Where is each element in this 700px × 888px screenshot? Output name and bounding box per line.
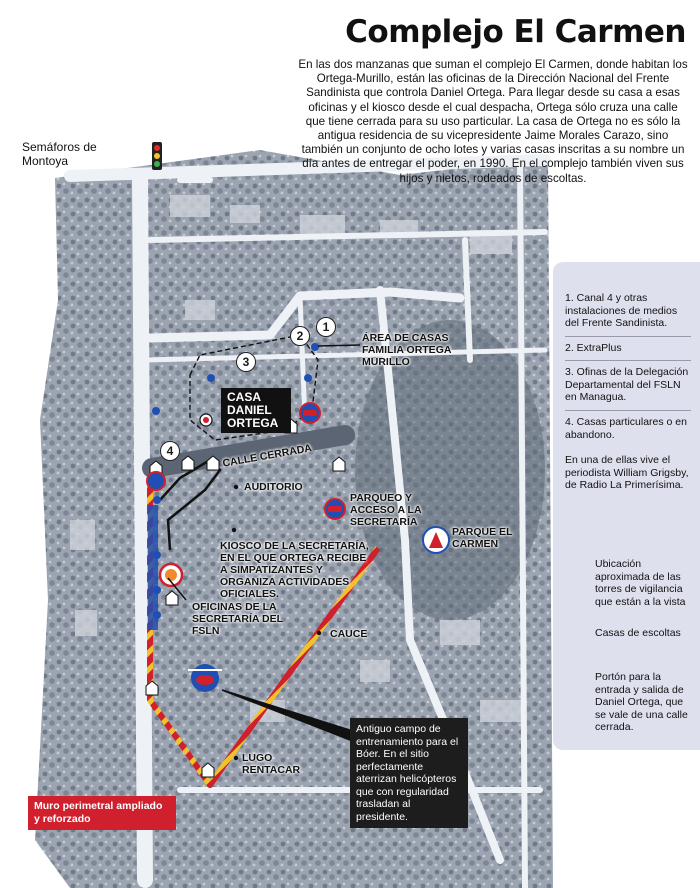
oficinas-label: OFICINAS DE LA SECRETARÍA DEL FSLN xyxy=(192,601,283,637)
intro-text: En las dos manzanas que suman el complejo El Carmen, donde habitan los Ortega-Murillo, están las oficinas de la Dirección Nacional del Frente Sandinista que controla Daniel Ortega. Para llegar desde su casa a esas oficinas y el kiosco desde el cual despacha, Ortega sólo cruza una calle que tiene cerrada para su uso particular. La casa de Ortega no es sólo la antigua residencia de su vicepresidente Jaime Morales Carazo, sino también un conjunto de ocho lotes y varias casas inscritas a su nombre un día antes de entregar el poder, en 1990. En el complejo también viven sus hijos y nietos, rodeados de escoltas. xyxy=(298,58,688,185)
semaforos-label: Semáforos de Montoya xyxy=(22,140,97,168)
area-casas-label: ÁREA DE CASAS FAMILIA ORTEGA MURILLO xyxy=(362,332,452,368)
lugo-label: LUGO RENTACAR xyxy=(242,752,301,776)
marker-4: 4 xyxy=(160,441,180,461)
park-emblem-icon xyxy=(423,527,449,553)
legend-divider xyxy=(565,410,691,411)
calle-cerrada-label: CALLE CERRADA xyxy=(221,442,313,470)
page-title: Complejo El Carmen xyxy=(345,14,686,50)
auditorio-label: AUDITORIO xyxy=(244,481,303,493)
legend-item-4: 4. Casas particulares o en abandono. xyxy=(565,416,687,441)
parqueo-label: PARQUEO Y ACCESO A LA SECRETARÍA xyxy=(350,492,422,528)
legend-escoltas-text: Casas de escoltas xyxy=(595,627,681,639)
legend-porton-text: Portón para la entrada y salida de Daniel Ortega, que se vale de una calle cerrada. xyxy=(595,671,688,733)
legend-divider xyxy=(565,360,691,361)
legend-divider xyxy=(565,336,691,337)
legend-item-2: 2. ExtraPlus xyxy=(565,342,622,354)
marker-3: 3 xyxy=(236,352,256,372)
marker-1: 1 xyxy=(316,317,336,337)
legend-item-3: 3. Ofinas de la Delegación Departamental del FSLN en Managua. xyxy=(565,366,689,403)
muro-callout: Muro perimetral ampliado y reforzado xyxy=(28,796,176,830)
marker-2: 2 xyxy=(290,326,310,346)
cauce-label: CAUCE xyxy=(330,628,368,640)
parque-carmen-label: PARQUE EL CARMEN xyxy=(452,526,513,550)
casa-daniel-label: CASA DANIEL ORTEGA xyxy=(221,388,291,433)
kiosco-label: KIOSCO DE LA SECRETARÍA, EN EL QUE ORTEGA RECIBE A SIMPATIZANTES Y ORGANIZA ACTIVIDADES OFICIALES. xyxy=(220,540,369,600)
legend-tower-text: Ubicación aproximada de las torres de vigilancia que están a la vista xyxy=(595,558,686,608)
legend-item-1: 1. Canal 4 y otras instalaciones de medios del Frente Sandinista. xyxy=(565,292,678,329)
traffic-light-icon xyxy=(152,142,162,170)
campo-callout: Antiguo campo de entrenamiento para el Bóer. En el sitio perfectamente aterrizan helicópteros que con regularidad trasladan al presidente. xyxy=(350,718,468,828)
casa-target-icon xyxy=(200,414,212,426)
legend-note: En una de ellas vive el periodista William Grigsby, de Radio La Primerísima. xyxy=(565,454,689,491)
